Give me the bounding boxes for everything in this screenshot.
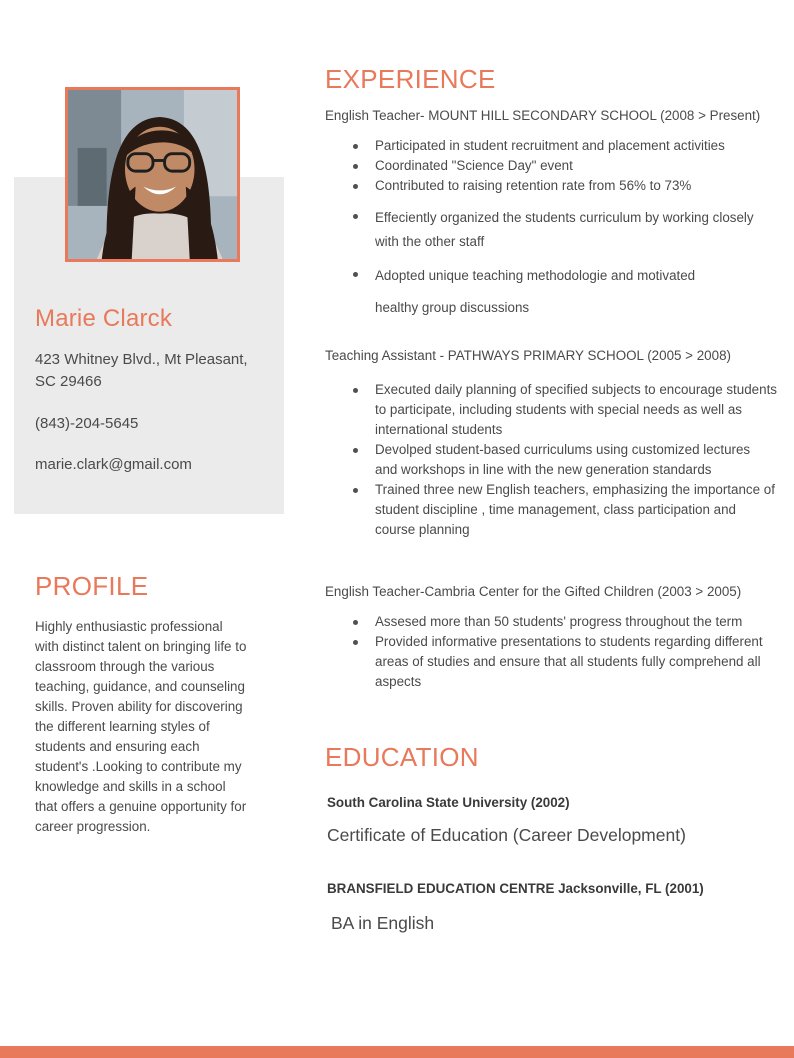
profile-heading: PROFILE: [35, 571, 149, 601]
job-bullet-list: [375, 380, 791, 540]
footer-accent-bar: [0, 1046, 794, 1058]
degree-name: Certificate of Education (Career Development): [327, 825, 686, 845]
list-item-continuation: healthy group discussions: [375, 300, 530, 315]
experience-heading: EXPERIENCE: [325, 64, 496, 94]
job-heading: English Teacher-Cambria Center for the Gifted Children (2003 > 2005): [325, 584, 742, 599]
list-item: Trained three new English teachers, emphasizing the importance of student discipline , time management, class participation and course planning: [375, 480, 775, 540]
list-item: Adopted unique teaching methodologie and motivated: [375, 264, 794, 288]
candidate-phone: (843)-204-5645: [35, 415, 139, 432]
list-item: Executed daily planning of specified subjects to encourage students to participate, including students with special needs as well as international students: [375, 380, 791, 440]
job-bullet-list: [375, 612, 791, 692]
profile-summary: Highly enthusiastic professional with distinct talent on bringing life to classroom through the various teaching, guidance, and counseling skills. Proven ability for discovering the different learning styles of students and ensuring each student's .Looking to contribute my knowledge and skills in a school that offers a genuine opportunity for career progression.: [35, 619, 247, 834]
profile-photo: [65, 87, 240, 262]
job-heading: English Teacher- MOUNT HILL SECONDARY SCHOOL (2008 > Present): [325, 108, 761, 123]
job-heading: Teaching Assistant - PATHWAYS PRIMARY SCHOOL (2005 > 2008): [325, 348, 731, 363]
candidate-address: 423 Whitney Blvd., Mt Pleasant, SC 29466: [35, 351, 248, 390]
school-name: BRANSFIELD EDUCATION CENTRE Jacksonville, FL (2001): [327, 881, 704, 896]
candidate-name: Marie Clarck: [35, 305, 173, 332]
list-item: Effeciently organized the students curriculum by working closely with the other staff: [375, 206, 770, 254]
education-heading: EDUCATION: [325, 742, 479, 772]
list-item: Participated in student recruitment and placement activities: [375, 136, 794, 156]
degree-name: BA in English: [331, 913, 435, 933]
list-item: Devolped student-based curriculums using customized lectures and workshops in line with the new generation standards: [375, 440, 755, 480]
list-item: Provided informative presentations to students regarding different areas of studies and ensure that all students fully comprehend all aspects: [375, 632, 775, 692]
job-bullet-list: [375, 136, 794, 288]
school-name: South Carolina State University (2002): [327, 795, 570, 810]
candidate-email: marie.clark@gmail.com: [35, 456, 192, 473]
list-item: Contributed to raising retention rate from 56% to 73%: [375, 176, 794, 196]
list-item: Coordinated "Science Day" event: [375, 156, 794, 176]
list-item: Assesed more than 50 students' progress throughout the term: [375, 612, 791, 632]
